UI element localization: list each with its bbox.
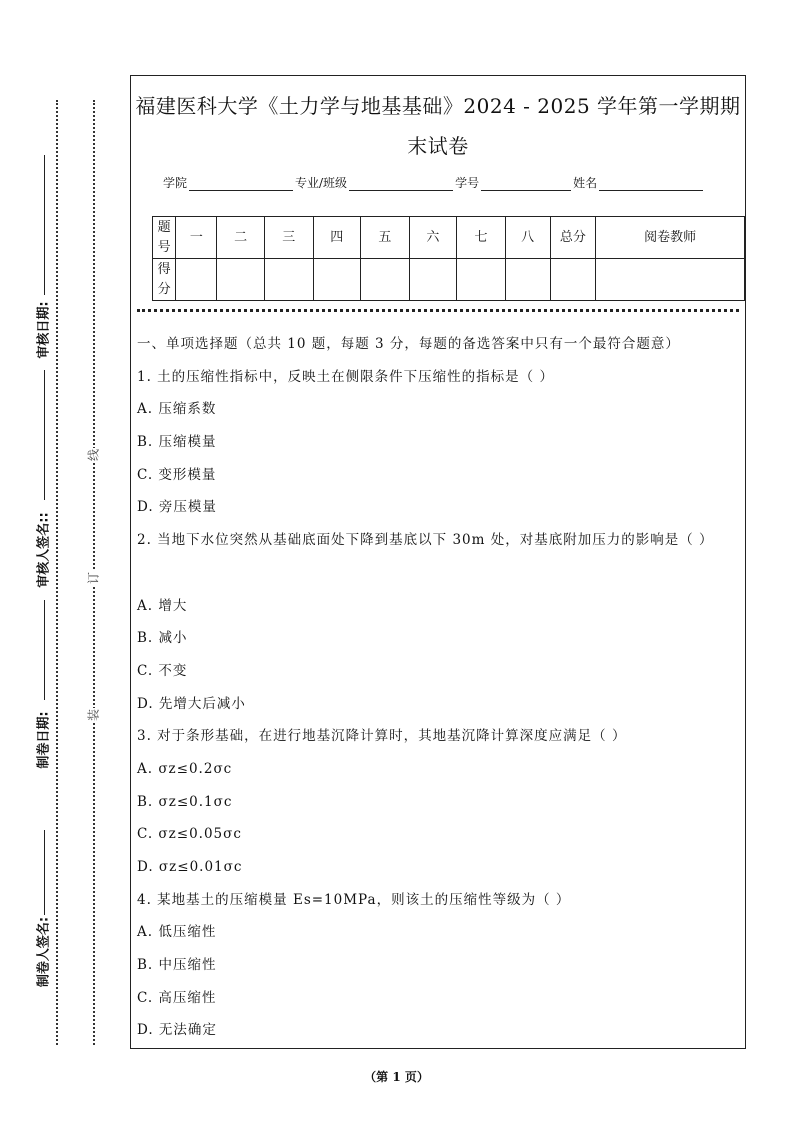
option: D. 无法确定 bbox=[137, 1022, 217, 1039]
exam-title-line2: 末试卷 bbox=[407, 134, 469, 158]
option: D. σz≤0.01σc bbox=[137, 859, 243, 876]
col-3: 三 bbox=[264, 217, 313, 259]
row-label-question-no: 题号 bbox=[153, 217, 176, 259]
col-7: 七 bbox=[457, 217, 506, 259]
reviewer-sign-label: 审核人签名:: bbox=[36, 512, 52, 588]
option: B. 压缩模量 bbox=[137, 434, 217, 451]
exam-title-line1: 福建医科大学《土力学与地基基础》2024 - 2025 学年第一学期期 bbox=[135, 94, 741, 118]
score-cell[interactable] bbox=[313, 259, 361, 301]
option: C. 不变 bbox=[137, 662, 188, 679]
maker-sign-line bbox=[44, 830, 45, 915]
question-2: 2. 当地下水位突然从基础底面处下降到基底以下 30m 处，对基底附加压力的影响是（ ） bbox=[137, 532, 714, 549]
score-table-score-row bbox=[153, 259, 745, 301]
field-name-label: 姓名 bbox=[573, 176, 598, 190]
option: B. 中压缩性 bbox=[137, 957, 217, 974]
col-total: 总分 bbox=[550, 217, 596, 259]
option: B. 减小 bbox=[137, 630, 188, 647]
option: C. 变形模量 bbox=[137, 466, 217, 483]
option: D. 旁压模量 bbox=[137, 499, 217, 516]
section-heading: 一、单项选择题（总共 10 题，每题 3 分，每题的备选答案中只有一个最符合题意） bbox=[137, 336, 680, 352]
field-college-blank[interactable] bbox=[189, 178, 293, 191]
option: C. σz≤0.05σc bbox=[137, 826, 242, 843]
row-label-score: 得分 bbox=[153, 259, 176, 301]
score-cell[interactable] bbox=[550, 259, 596, 301]
score-cell[interactable] bbox=[409, 259, 457, 301]
option: C. 高压缩性 bbox=[137, 989, 217, 1006]
score-cell[interactable] bbox=[176, 259, 217, 301]
field-college-label: 学院 bbox=[163, 176, 188, 190]
binding-char-xian: 线 bbox=[86, 448, 101, 462]
field-id-blank[interactable] bbox=[481, 178, 571, 191]
student-info-row bbox=[163, 174, 705, 191]
reviewer-date-label: 审核日期: bbox=[36, 301, 52, 359]
maker-date-line bbox=[44, 600, 45, 700]
option: B. σz≤0.1σc bbox=[137, 793, 233, 810]
field-major-label: 专业/班级 bbox=[295, 176, 348, 190]
option: D. 先增大后减小 bbox=[137, 695, 246, 712]
reviewer-date-line bbox=[44, 155, 45, 295]
page-number: （第 1 页） bbox=[364, 1070, 429, 1084]
col-6: 六 bbox=[409, 217, 457, 259]
score-table bbox=[152, 216, 745, 301]
question-3: 3. 对于条形基础，在进行地基沉降计算时，其地基沉降计算深度应满足（ ） bbox=[137, 728, 627, 745]
score-cell[interactable] bbox=[217, 259, 265, 301]
question-1: 1. 土的压缩性指标中，反映土在侧限条件下压缩性的指标是（ ） bbox=[137, 368, 554, 385]
questions-section bbox=[137, 328, 742, 1047]
margin-dotted-line-outer bbox=[56, 100, 58, 1045]
binding-char-ding: 订 bbox=[86, 571, 101, 585]
score-cell[interactable] bbox=[264, 259, 313, 301]
score-cell[interactable] bbox=[361, 259, 410, 301]
field-id-label: 学号 bbox=[455, 176, 480, 190]
dotted-separator bbox=[137, 309, 739, 312]
reviewer-sign-line bbox=[44, 370, 45, 500]
field-name-blank[interactable] bbox=[599, 178, 703, 191]
field-major-blank[interactable] bbox=[349, 178, 453, 191]
exam-page-frame bbox=[130, 75, 746, 1049]
maker-sign-label: 制卷人签名: bbox=[36, 916, 52, 988]
option: A. 增大 bbox=[137, 597, 188, 614]
col-4: 四 bbox=[313, 217, 361, 259]
score-cell[interactable] bbox=[457, 259, 506, 301]
col-5: 五 bbox=[361, 217, 410, 259]
col-1: 一 bbox=[176, 217, 217, 259]
option: A. σz≤0.2σc bbox=[137, 760, 233, 777]
col-grader: 阅卷教师 bbox=[596, 217, 745, 259]
score-cell[interactable] bbox=[596, 259, 745, 301]
score-cell[interactable] bbox=[505, 259, 550, 301]
maker-date-label: 制卷日期: bbox=[36, 711, 52, 769]
option: A. 压缩系数 bbox=[137, 401, 217, 418]
question-4: 4. 某地基土的压缩模量 Es=10MPa，则该土的压缩性等级为（ ） bbox=[137, 891, 571, 908]
col-2: 二 bbox=[217, 217, 265, 259]
col-8: 八 bbox=[505, 217, 550, 259]
option: A. 低压缩性 bbox=[137, 924, 217, 941]
score-table-header-row bbox=[153, 217, 745, 259]
binding-char-zhuang: 装 bbox=[86, 708, 101, 722]
